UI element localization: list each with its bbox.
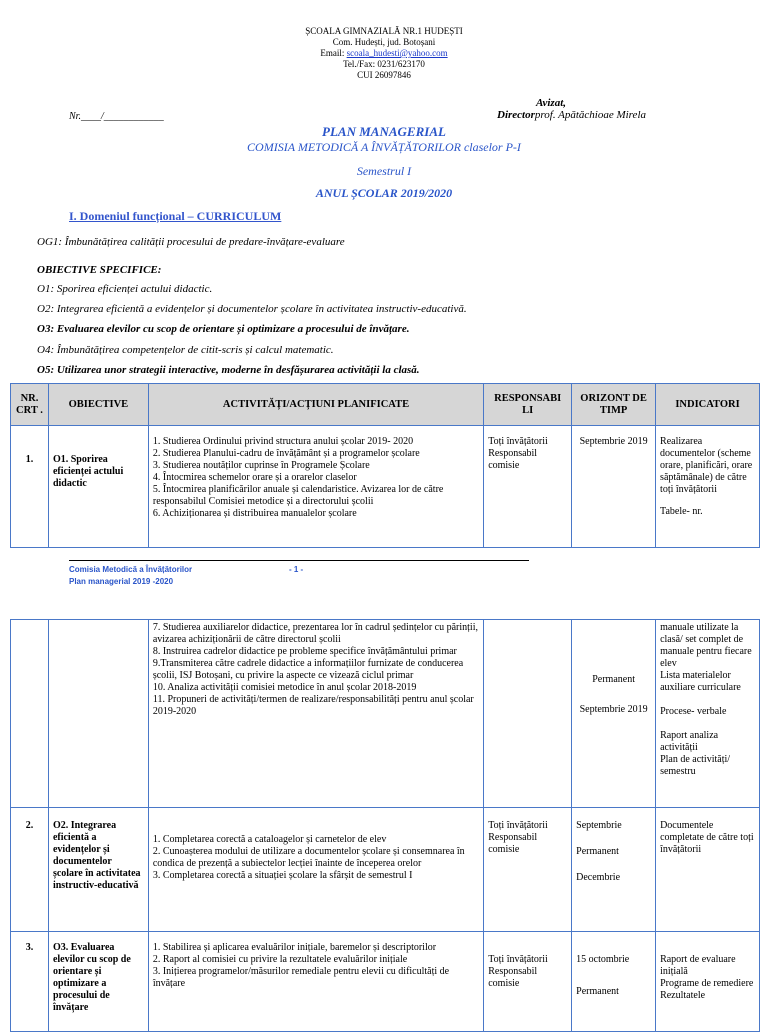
table-header-row (11, 384, 760, 426)
indicator-item: Programe de remediere (660, 978, 754, 989)
indicator-item: manuale utilizate la clasă/ set complet de manuale pentru fiecare elev (660, 622, 752, 669)
plan-title: PLAN MANAGERIAL (322, 124, 446, 139)
registration-number: Nr.____/____________ (69, 111, 164, 122)
timeframe-item: Permanent (576, 846, 619, 857)
activity-item: 3. Inițierea programelor/măsurilor remediale pentru elevii cu dificultăți de învățare (152, 966, 450, 989)
row2-timeframe (572, 808, 656, 932)
director-label: Director (497, 109, 535, 121)
email-link[interactable]: scoala_hudesti@yahoo.com (346, 48, 448, 58)
activity-item: 4. Întocmirea schemelor orare și a orarelor claselor (152, 472, 357, 483)
row1-cont-activities (148, 620, 483, 808)
row2-responsible (484, 808, 572, 932)
activity-item: 1. Studierea Ordinului privind structura anului școlar 2019- 2020 (152, 436, 414, 447)
header-objectives: OBIECTIVE (48, 384, 148, 426)
responsible-item: Responsabil comisie (488, 832, 538, 855)
header-timeframe: ORIZONT DE TIMP (572, 384, 656, 426)
director-line (497, 109, 646, 121)
footer-page-number: - 1 - (289, 565, 304, 574)
school-cui: CUI 26097846 (357, 70, 411, 80)
objective-o1: O1: Sporirea eficienței actului didactic. (37, 283, 213, 295)
indicator-item: Raport de evaluare inițială (660, 954, 736, 977)
activity-item: 8. Instruirea cadrelor didactice pe probleme specifice învățământului primar (152, 646, 457, 657)
footer-commission: Comisia Metodică a Învățătorilor (69, 565, 193, 574)
row2-nr: 2. (11, 808, 49, 932)
school-phone: Tel./Fax: 0231/623170 (343, 59, 425, 69)
indicator-item: Tabele- nr. (660, 506, 703, 517)
indicator-item: Raport analiza activității (660, 730, 719, 753)
semester-title: Semestrul I (356, 164, 412, 178)
objective-o4: O4: Îmbunătățirea competențelor de citit-scris și calcul matematic. (37, 344, 334, 356)
table-row (11, 808, 760, 932)
table-row (11, 426, 760, 548)
timeframe-item: Decembrie (576, 872, 621, 883)
row3-indicators (656, 932, 760, 1032)
responsible-item: Toți învățătorii (488, 954, 548, 965)
row1-timeframe: Septembrie 2019 (572, 426, 656, 548)
indicator-item: Realizarea documentelor (scheme orare, planificări, orare săptămânale) de către toți învățătorii (660, 436, 753, 495)
activity-item: 1. Stabilirea și aplicarea evaluărilor inițiale, baremelor și descriptorilor (152, 942, 437, 953)
objective-o3: O3: Evaluarea elevilor cu scop de orientare și optimizare a procesului de învățare. (37, 323, 410, 335)
plan-table-page1 (10, 383, 760, 548)
og1-line: OG1: Îmbunătățirea calității procesului de predare-învățare-evaluare (37, 236, 345, 248)
table-row (11, 932, 760, 1032)
row1-cont-indicators (656, 620, 760, 808)
row1-indicators (656, 426, 760, 548)
avizat-label: Avizat, (535, 97, 566, 109)
row2-activities (148, 808, 483, 932)
activity-item: 1. Completarea corectă a cataloagelor și carnetelor de elev (152, 834, 387, 845)
activity-item: 5. Întocmirea planificărilor anuale și calendaristice. Avizarea lor de către responsabilul Comisiei metodice și a directorului școlii (152, 484, 444, 507)
responsible-item: Toți învățătorii (488, 820, 548, 831)
indicator-item: Lista materialelor auxiliare curriculare (660, 670, 741, 693)
table-row (11, 620, 760, 808)
activity-item: 2. Studierea Planului-cadru de învățământ și a programelor școlare (152, 448, 420, 459)
email-label: Email: (320, 48, 345, 58)
school-name: ȘCOALA GIMNAZIALĂ NR.1 HUDEȘTI (305, 26, 463, 36)
objective-o2: O2: Integrarea eficientă a evidențelor și documentelor școlare în activitatea instructiv-educativă. (37, 303, 467, 315)
header-activities: ACTIVITĂȚI/ACȚIUNI PLANIFICATE (148, 384, 483, 426)
timeframe-item: 15 octombrie (576, 954, 630, 965)
row1-objective: O1. Sporirea eficienței actului didactic (48, 426, 148, 548)
footer-plan: Plan managerial 2019 -2020 (69, 577, 174, 586)
header-responsible: RESPONSABI LI (484, 384, 572, 426)
activity-item: 3. Studierea noutăților cuprinse în Programele Școlare (152, 460, 370, 471)
activity-item: 11. Propuneri de activități/termen de realizare/responsabilități pentru anul școlar 2019-2020 (152, 694, 474, 717)
school-address: Com. Hudești, jud. Botoșani (332, 37, 436, 47)
school-year-title: ANUL ȘCOLAR 2019/2020 (315, 186, 453, 200)
row3-objective: O3. Evaluarea elevilor cu scop de orientare și optimizare a procesului de învățare (48, 932, 148, 1032)
activity-item: 9.Transmiterea către cadrele didactice a informațiilor furnizate de conducerea școlii, ISJ Botoșani, cu privire la aspecte ce vizează ciclul primar (152, 658, 464, 681)
school-email-line (0, 48, 768, 58)
row3-responsible (484, 932, 572, 1032)
row3-timeframe (572, 932, 656, 1032)
plan-table-page2 (10, 619, 760, 1032)
header-indicators: INDICATORI (656, 384, 760, 426)
row1-cont-responsible (484, 620, 572, 808)
responsible-item: Toți învățătorii (488, 436, 548, 447)
timeframe-item: Permanent (576, 986, 619, 997)
responsible-item: Responsabil comisie (488, 448, 538, 471)
activity-item: 3. Completarea corectă a situației școlare la sfârșit de semestrul I (152, 870, 413, 881)
header-nr: NR. CRT . (11, 384, 49, 426)
timeframe-item: Septembrie 2019 (579, 704, 648, 715)
row2-indicators: Documentele completate de către toți învățătorii (656, 808, 760, 932)
row1-cont-objective (48, 620, 148, 808)
timeframe-item: Permanent (592, 674, 635, 685)
activity-item: 2. Cunoașterea modului de utilizare a documentelor școlare și consemnarea în condica de prezență a subiectelor lecției înainte de începerea orelor (152, 846, 465, 869)
timeframe-item: Septembrie (576, 820, 622, 831)
row3-activities (148, 932, 483, 1032)
indicator-item: Rezultatele (660, 990, 706, 1001)
row1-responsible (484, 426, 572, 548)
activity-item: 7. Studierea auxiliarelor didactice, prezentarea lor în cadrul ședințelor cu părinții, avizarea achiziționării de către directorul școlii (152, 622, 478, 645)
row2-objective: O2. Integrarea eficientă a evidențelor și documentelor școlare în activitatea instructiv-educativă (48, 808, 148, 932)
activity-item: 10. Analiza activității comisiei metodice în anul școlar 2018-2019 (152, 682, 417, 693)
indicator-item: Plan de activități/ semestru (660, 754, 731, 777)
row3-nr: 3. (11, 932, 49, 1032)
director-name: prof. Apătăchioae Mirela (534, 109, 646, 121)
section-heading: I. Domeniul funcțional – CURRICULUM (69, 209, 282, 223)
responsible-item: Responsabil comisie (488, 966, 538, 989)
footer-rule (69, 560, 529, 561)
row1-cont-nr (11, 620, 49, 808)
row1-nr: 1. (11, 426, 49, 548)
indicator-item: Procese- verbale (660, 706, 727, 717)
activity-item: 6. Achiziționarea și distribuirea manualelor școlare (152, 508, 357, 519)
row1-cont-timeframe (572, 620, 656, 808)
commission-title: COMISIA METODICĂ A ÎNVĂȚĂTORILOR claselor P-I (247, 140, 521, 154)
objectives-title: OBIECTIVE SPECIFICE: (37, 264, 162, 276)
activity-item: 2. Raport al comisiei cu privire la rezultatele evaluărilor inițiale (152, 954, 408, 965)
row1-activities (148, 426, 483, 548)
objective-o5: O5: Utilizarea unor strategii interactive, moderne în desfășurarea activității la clasă. (37, 364, 420, 376)
